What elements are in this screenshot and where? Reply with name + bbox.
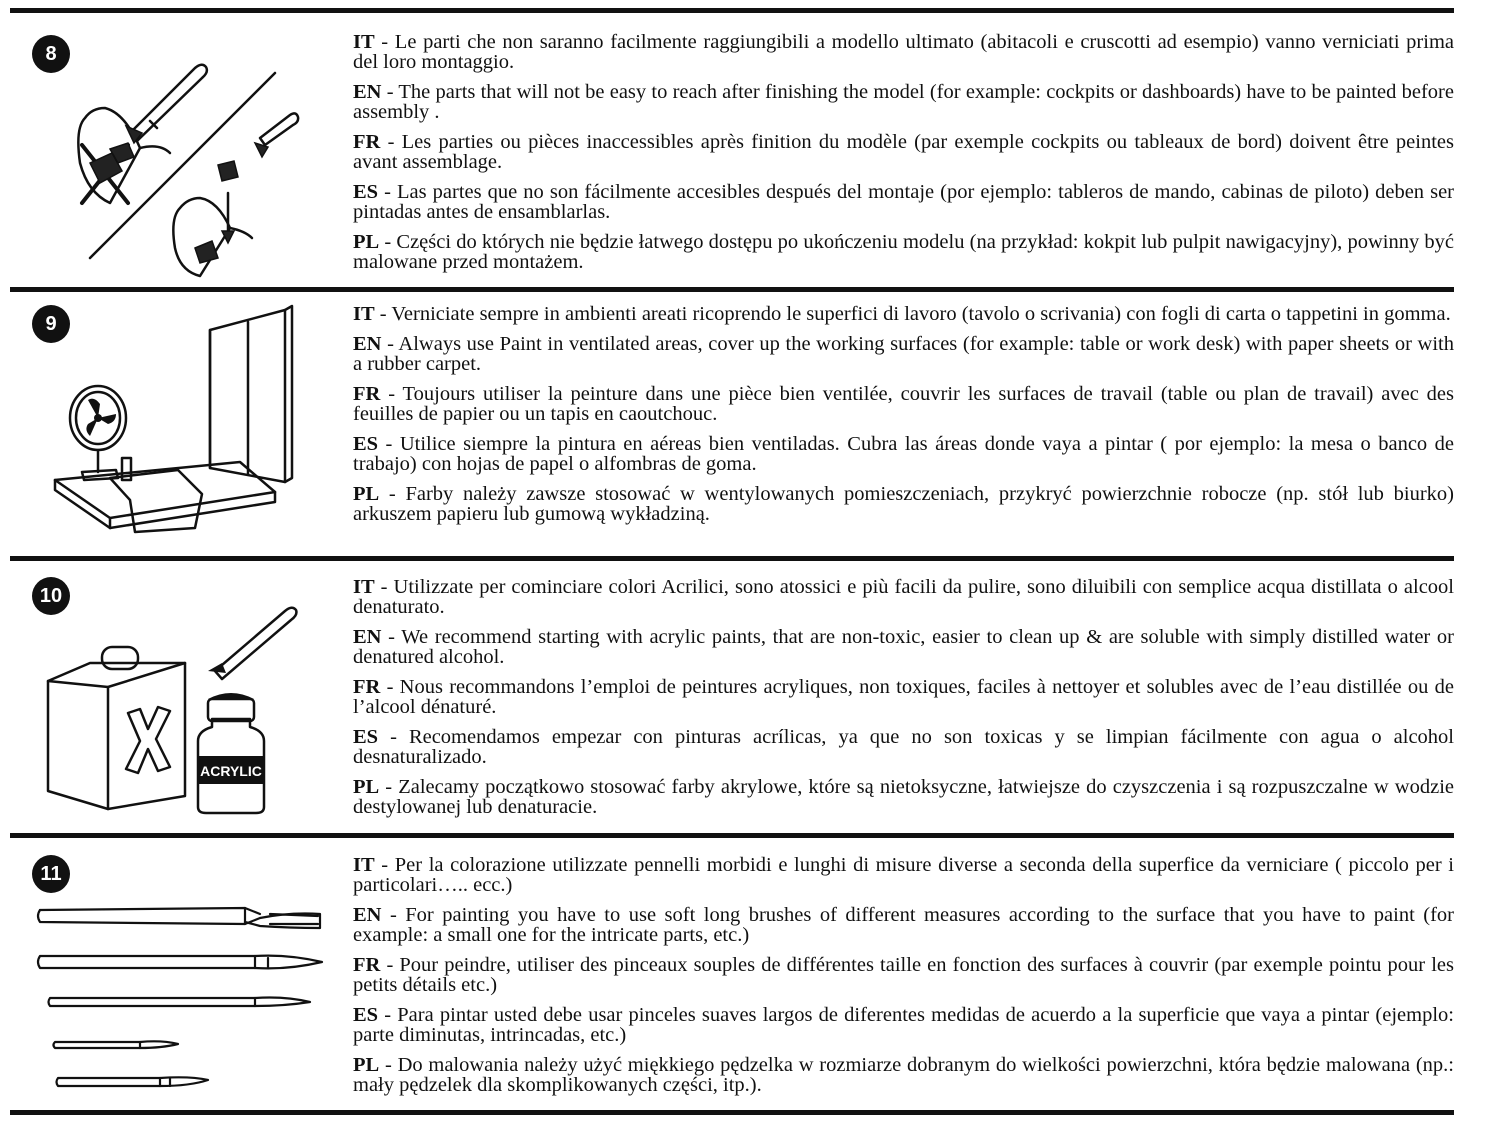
instruction-text — [353, 577, 1454, 827]
section-10 — [10, 561, 1454, 833]
paint-before-assembly-illustration — [30, 53, 300, 278]
paragraph-es: ES - Recomendamos empezar con pinturas acrílicas, ya que no son toxicas y se limpian fácilmente con agua o alcohol desnaturalizado. — [353, 726, 1454, 768]
paragraph-en: EN - We recommend starting with acrylic paints, that are non-toxic, easier to clean up & are soluble with simply distilled water or denatured alcohol. — [353, 626, 1454, 668]
instruction-text — [353, 304, 1454, 534]
acrylic-label: ACRYLIC — [200, 763, 262, 779]
paragraph-fr: FR - Nous recommandons l’emploi de peintures acryliques, non toxiques, faciles à nettoyer et solubles avec de l’eau distillée ou de l’alcool dénaturé. — [353, 676, 1454, 718]
step-number-badge: 9 — [32, 305, 70, 343]
paragraph-es: ES - Utilice siempre la pintura en aéreas bien ventiladas. Cubra las áreas donde vaya a pintar ( por ejemplo: la mesa o banco de trabajo) con hojas de papel o alfombras de goma. — [353, 433, 1454, 475]
instruction-text — [353, 32, 1454, 282]
paragraph-pl: PL - Farby należy zawsze stosować w wentylowanych pomieszczeniach, przykryć powierzchnie robocze (np. stół lub biurko) arkuszem papieru lub gumową wykładziną. — [353, 483, 1454, 525]
section-8 — [10, 13, 1454, 287]
paragraph-es: ES - Para pintar usted debe usar pinceles suaves largos de diferentes medidas de acuerdo a la superficie que vaya a pintar (ejemplo: parte diminutas, intrincadas, etc.) — [353, 1004, 1454, 1046]
brushes-illustration — [30, 898, 330, 1098]
paragraph-it: IT - Utilizzate per cominciare colori Acrilici, sono atossici e più facili da pulire, sono diluibili con semplice acqua distillata o alcool denaturato. — [353, 576, 1454, 618]
paragraph-pl: PL - Części do których nie będzie łatwego dostępu po ukończeniu modelu (na przykład: kokpit lub pulpit nawigacyjny), powinny być malowane przed montażem. — [353, 231, 1454, 273]
step-number-badge: 11 — [32, 855, 70, 893]
paragraph-it: IT - Verniciate sempre in ambienti areati ricoprendo le superfici di lavoro (tavolo o scrivania) con fogli di carta o tappetini in gomma. — [353, 303, 1451, 325]
paragraph-it: IT - Per la colorazione utilizzate pennelli morbidi e lunghi di misure diverse a seconda della superfice da verniciare ( piccolo per i particolari….. ecc.) — [353, 854, 1454, 896]
paragraph-fr: FR - Toujours utiliser la peinture dans une pièce bien ventilée, couvrir les surfaces de travail (table ou plan de travail) avec des feuilles de papier ou un tapis en caoutchouc. — [353, 383, 1454, 425]
paragraph-it: IT - Le parti che non saranno facilmente raggiungibili a modello ultimato (abitacoli e cruscotti ad esempio) vanno verniciati prima del loro montaggio. — [353, 31, 1454, 73]
acrylic-paint-illustration — [30, 591, 300, 816]
section-9 — [10, 292, 1454, 556]
instruction-text — [353, 855, 1454, 1105]
ventilated-workspace-illustration — [30, 300, 310, 540]
paragraph-fr: FR - Pour peindre, utiliser des pinceaux souples de différentes taille en fonction des surfaces à couvrir (par exemple pointu pour les petits détails etc.) — [353, 954, 1454, 996]
paragraph-fr: FR - Les parties ou pièces inaccessibles après finition du modèle (par exemple cockpits ou tableaux de bord) doivent être peintes avant assemblage. — [353, 131, 1454, 173]
paragraph-es: ES - Las partes que no son fácilmente accesibles después del montaje (por ejemplo: tableros de mando, cabinas de piloto) deben ser pintadas antes de ensamblarlas. — [353, 181, 1454, 223]
divider-rule — [10, 1110, 1454, 1115]
step-number-badge: 8 — [32, 35, 70, 73]
step-number-badge: 10 — [32, 577, 70, 615]
paragraph-pl: PL - Do malowania należy użyć miękkiego pędzelka w rozmiarze dobranym do wielkości powierzchni, która będzie malowana (np.: mały pędzelek dla skomplikowanych części, itp.). — [353, 1054, 1454, 1096]
paragraph-pl: PL - Zalecamy początkowo stosować farby akrylowe, które są nietoksyczne, łatwiejsze do czyszczenia i są rozpuszczalne w wodzie destylowanej lub denaturacie. — [353, 776, 1454, 818]
section-11 — [10, 838, 1454, 1110]
paragraph-en: EN - The parts that will not be easy to reach after finishing the model (for example: cockpits or dashboards) have to be painted before assembly . — [353, 81, 1454, 123]
paragraph-en: EN - Always use Paint in ventilated areas, cover up the working surfaces (for example: table or work desk) with paper sheets or with a rubber carpet. — [353, 333, 1454, 375]
paragraph-en: EN - For painting you have to use soft long brushes of different measures according to the surface that you have to paint (for example: a small one for the intricate parts, etc.) — [353, 904, 1454, 946]
